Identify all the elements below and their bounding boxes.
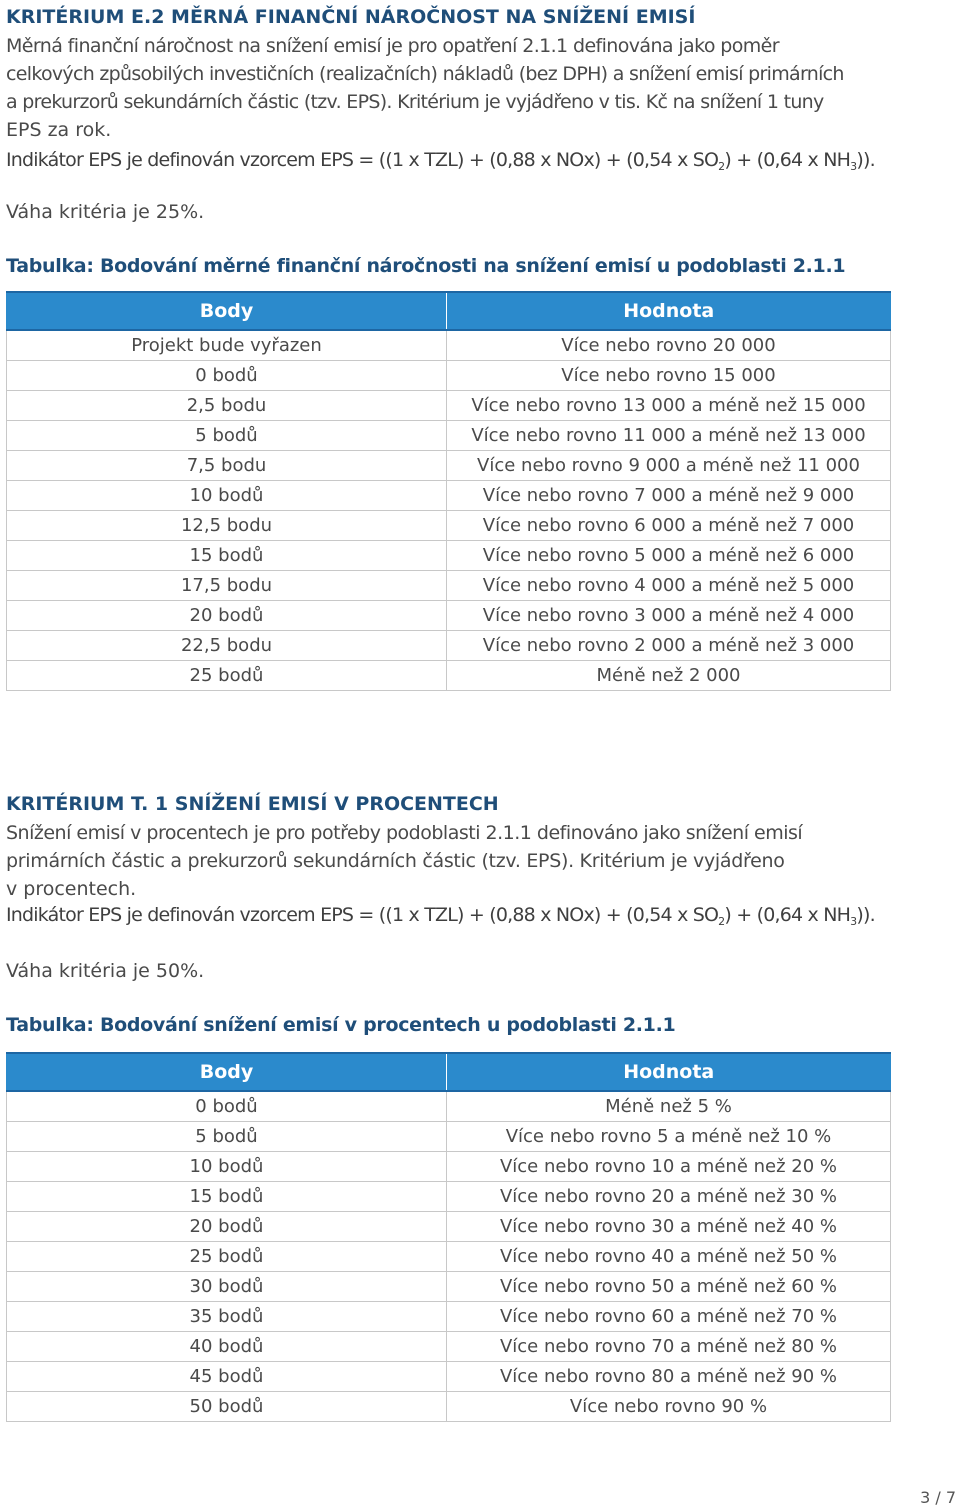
cell-points: 45 bodů xyxy=(7,1362,447,1392)
caption-block xyxy=(6,1012,890,1038)
formula-line xyxy=(6,901,890,929)
table-header-row xyxy=(7,292,891,330)
cell-value: Více nebo rovno 40 a méně než 50 % xyxy=(447,1242,891,1272)
cell-points: 30 bodů xyxy=(7,1272,447,1302)
cell-value: Více nebo rovno 2 000 a méně než 3 000 xyxy=(447,631,891,661)
criterion-weight: Váha kritéria je 50%. xyxy=(6,960,205,982)
cell-value: Více nebo rovno 11 000 a méně než 13 000 xyxy=(447,421,891,451)
cell-value: Více nebo rovno 50 a méně než 60 % xyxy=(447,1272,891,1302)
column-header-body: Body xyxy=(7,292,447,330)
table-row xyxy=(7,1212,891,1242)
cell-points: 40 bodů xyxy=(7,1332,447,1362)
scoring-table-cost xyxy=(6,291,891,691)
column-header-value: Hodnota xyxy=(447,292,891,330)
cell-points: 20 bodů xyxy=(7,601,447,631)
cell-value: Méně než 5 % xyxy=(447,1091,891,1122)
cell-value: Více nebo rovno 10 a méně než 20 % xyxy=(447,1152,891,1182)
formula-subscript: 3 xyxy=(850,915,857,928)
formula-text: Indikátor EPS je definován vzorcem EPS = ((1 x TZL) + (0,88 x NOx) + (0,54 x SO xyxy=(6,149,719,171)
cell-points: 2,5 bodu xyxy=(7,391,447,421)
cell-value: Více nebo rovno 3 000 a méně než 4 000 xyxy=(447,601,891,631)
cell-points: 12,5 bodu xyxy=(7,511,447,541)
cell-value: Více nebo rovno 20 000 xyxy=(447,330,891,361)
column-header-value: Hodnota xyxy=(447,1053,891,1091)
cell-points: 35 bodů xyxy=(7,1302,447,1332)
formula-text: ) + (0,64 x NH xyxy=(724,904,851,926)
table-row xyxy=(7,481,891,511)
cell-points: 25 bodů xyxy=(7,1242,447,1272)
table-row xyxy=(7,541,891,571)
formula-text: )). xyxy=(856,904,875,926)
cell-points: Projekt bude vyřazen xyxy=(7,330,447,361)
cell-value: Více nebo rovno 80 a méně než 90 % xyxy=(447,1362,891,1392)
section-heading: KRITÉRIUM E.2 MĚRNÁ FINANČNÍ NÁROČNOST NA SNÍŽENÍ EMISÍ xyxy=(6,6,696,28)
table-row xyxy=(7,511,891,541)
cell-value: Více nebo rovno 6 000 a méně než 7 000 xyxy=(447,511,891,541)
cell-value: Více nebo rovno 15 000 xyxy=(447,361,891,391)
caption-block xyxy=(6,253,890,279)
cell-points: 20 bodů xyxy=(7,1212,447,1242)
formula-subscript: 2 xyxy=(718,915,725,928)
table-row xyxy=(7,571,891,601)
table-row xyxy=(7,631,891,661)
paragraph-line: EPS za rok. xyxy=(6,119,112,141)
table-header-row xyxy=(7,1053,891,1091)
cell-points: 5 bodů xyxy=(7,421,447,451)
column-header-body: Body xyxy=(7,1053,447,1091)
table-row xyxy=(7,1152,891,1182)
table-row xyxy=(7,601,891,631)
section-e2 xyxy=(6,4,890,30)
page-number: 3 / 7 xyxy=(920,1488,956,1507)
cell-value: Více nebo rovno 70 a méně než 80 % xyxy=(447,1332,891,1362)
cell-points: 0 bodů xyxy=(7,1091,447,1122)
cell-value: Více nebo rovno 60 a méně než 70 % xyxy=(447,1302,891,1332)
scoring-table-percent xyxy=(6,1052,891,1422)
table-row xyxy=(7,361,891,391)
cell-value: Více nebo rovno 90 % xyxy=(447,1392,891,1422)
paragraph-line: a prekurzorů sekundárních částic (tzv. EPS). Kritérium je vyjádřeno v tis. Kč na snížení 1 tuny xyxy=(6,91,824,113)
section-heading: KRITÉRIUM T. 1 SNÍŽENÍ EMISÍ V PROCENTECH xyxy=(6,793,499,815)
cell-points: 7,5 bodu xyxy=(7,451,447,481)
table-row xyxy=(7,1242,891,1272)
formula-subscript: 2 xyxy=(718,160,725,173)
weight-block xyxy=(6,957,890,985)
cell-points: 50 bodů xyxy=(7,1392,447,1422)
section-t1 xyxy=(6,791,890,817)
table-row xyxy=(7,1272,891,1302)
table-row xyxy=(7,1302,891,1332)
table-row xyxy=(7,1362,891,1392)
paragraph-line: celkových způsobilých investičních (realizačních) nákladů (bez DPH) a snížení emisí primárních xyxy=(6,63,844,85)
cell-value: Více nebo rovno 7 000 a méně než 9 000 xyxy=(447,481,891,511)
table-row xyxy=(7,1122,891,1152)
weight-block xyxy=(6,198,890,226)
cell-value: Více nebo rovno 20 a méně než 30 % xyxy=(447,1182,891,1212)
criterion-weight: Váha kritéria je 25%. xyxy=(6,201,205,223)
table-row xyxy=(7,421,891,451)
cell-value: Méně než 2 000 xyxy=(447,661,891,691)
cell-value: Více nebo rovno 9 000 a méně než 11 000 xyxy=(447,451,891,481)
cell-points: 17,5 bodu xyxy=(7,571,447,601)
table-row xyxy=(7,451,891,481)
table-row xyxy=(7,391,891,421)
table-row xyxy=(7,661,891,691)
cell-points: 10 bodů xyxy=(7,481,447,511)
cell-points: 0 bodů xyxy=(7,361,447,391)
cell-points: 25 bodů xyxy=(7,661,447,691)
cell-points: 5 bodů xyxy=(7,1122,447,1152)
cell-points: 22,5 bodu xyxy=(7,631,447,661)
cell-points: 15 bodů xyxy=(7,541,447,571)
cell-points: 10 bodů xyxy=(7,1152,447,1182)
formula-subscript: 3 xyxy=(850,160,857,173)
paragraph-line: Snížení emisí v procentech je pro potřeby podoblasti 2.1.1 definováno jako snížení emisí xyxy=(6,822,803,844)
paragraph-line: v procentech. xyxy=(6,878,137,900)
cell-value: Více nebo rovno 4 000 a méně než 5 000 xyxy=(447,571,891,601)
section-e2-paragraph xyxy=(6,32,890,144)
cell-points: 15 bodů xyxy=(7,1182,447,1212)
table-row xyxy=(7,1332,891,1362)
table-caption: Tabulka: Bodování měrné finanční náročnosti na snížení emisí u podoblasti 2.1.1 xyxy=(6,255,846,277)
table-row xyxy=(7,1182,891,1212)
paragraph-line: Měrná finanční náročnost na snížení emisí je pro opatření 2.1.1 definována jako poměr xyxy=(6,35,779,57)
table-row xyxy=(7,1091,891,1122)
formula-line xyxy=(6,146,890,174)
paragraph-line: primárních částic a prekurzorů sekundárních částic (tzv. EPS). Kritérium je vyjádřeno xyxy=(6,850,785,872)
section-t1-paragraph xyxy=(6,819,890,903)
table-row xyxy=(7,1392,891,1422)
cell-value: Více nebo rovno 13 000 a méně než 15 000 xyxy=(447,391,891,421)
table-row xyxy=(7,330,891,361)
formula-text: Indikátor EPS je definován vzorcem EPS = ((1 x TZL) + (0,88 x NOx) + (0,54 x SO xyxy=(6,904,719,926)
cell-value: Více nebo rovno 5 000 a méně než 6 000 xyxy=(447,541,891,571)
table-caption: Tabulka: Bodování snížení emisí v procentech u podoblasti 2.1.1 xyxy=(6,1014,676,1036)
formula-text: )). xyxy=(856,149,875,171)
formula-text: ) + (0,64 x NH xyxy=(724,149,851,171)
cell-value: Více nebo rovno 30 a méně než 40 % xyxy=(447,1212,891,1242)
cell-value: Více nebo rovno 5 a méně než 10 % xyxy=(447,1122,891,1152)
